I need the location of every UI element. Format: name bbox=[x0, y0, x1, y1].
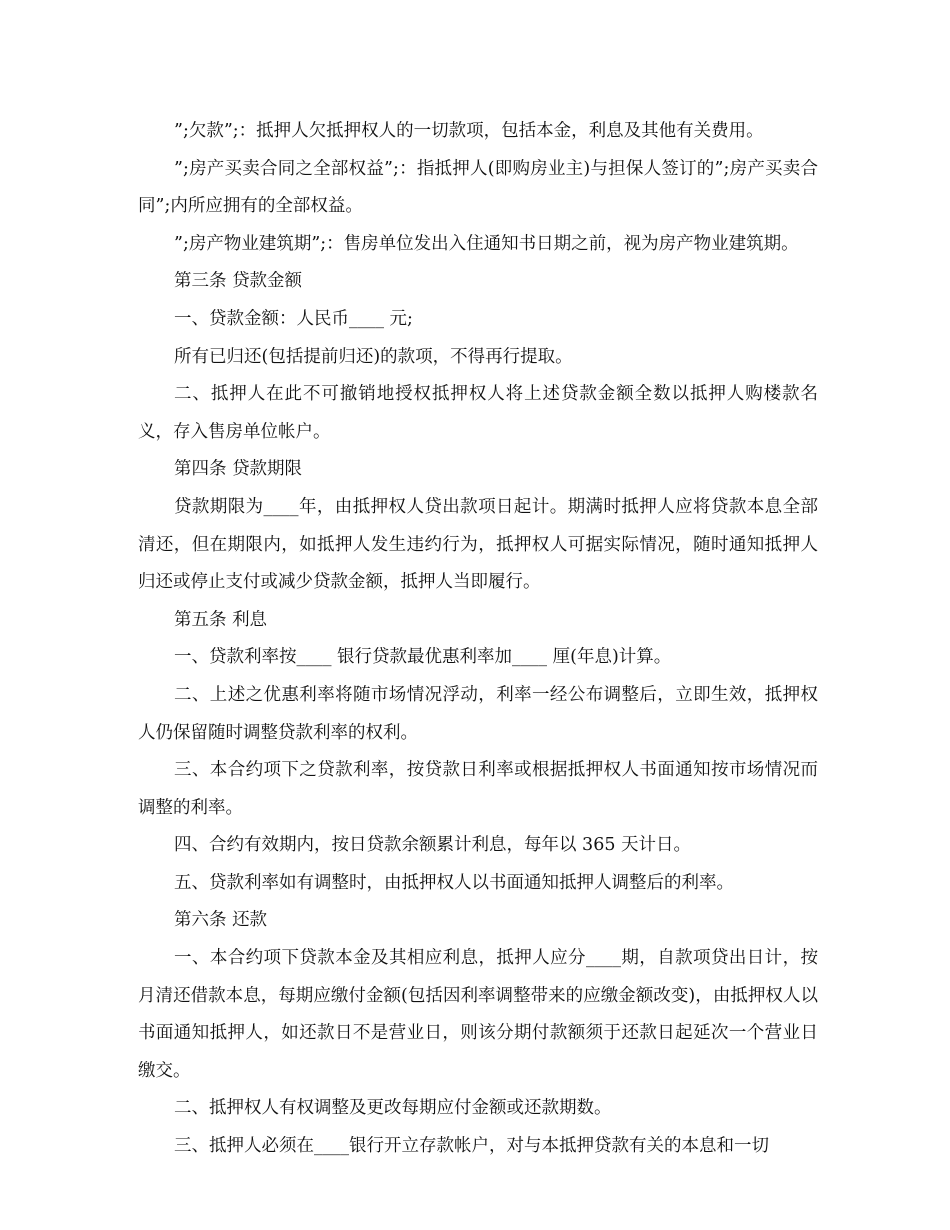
article-3-clause-1: 一、贷款金额：人民币____ 元; bbox=[174, 308, 413, 329]
article-5-clause-2: 二、上述之优惠利率将随市场情况浮动，利率一经公布调整后，立即生效，抵押权人仍保留随时调整贷款利率的权利。 bbox=[138, 684, 818, 743]
article-5-heading: 第五条 利息 bbox=[174, 609, 268, 630]
article-5-clause-3: 三、本合约项下之贷款利率，按贷款日利率或根据抵押权人书面通知按市场情况而调整的利率。 bbox=[138, 760, 818, 818]
article-3-note: 所有已归还(包括提前归还)的款项，不得再行提取。 bbox=[174, 346, 573, 367]
article-6-clause-3: 三、抵押人必须在____银行开立存款帐户，对与本抵押贷款有关的本息和一切 bbox=[174, 1136, 769, 1157]
definition-purchase-contract-rights: ”;房产买卖合同之全部权益”;：指抵押人(即购房业主)与担保人签订的”;房产买卖合同”;内所应拥有的全部权益。 bbox=[138, 158, 818, 217]
article-5-clause-1: 一、贷款利率按____ 银行贷款最优惠利率加____ 厘(年息)计算。 bbox=[174, 647, 672, 668]
article-4-body: 贷款期限为____年，由抵押权人贷出款项日起计。期满时抵押人应将贷款本息全部清还，但在期限内，如抵押人发生违约行为，抵押权人可据实际情况，随时通知抵押人归还或停止支付或减少贷款金额，抵押人当即履行。 bbox=[138, 496, 818, 593]
definition-construction-period: ”;房产物业建筑期”;：售房单位发出入住通知书日期之前，视为房产物业建筑期。 bbox=[174, 233, 799, 254]
article-3-clause-2: 二、抵押人在此不可撤销地授权抵押权人将上述贷款金额全数以抵押人购楼款名义，存入售房单位帐户。 bbox=[138, 384, 818, 442]
article-3-heading: 第三条 贷款金额 bbox=[174, 271, 303, 292]
article-4-heading: 第四条 贷款期限 bbox=[174, 459, 303, 480]
article-5-clause-4: 四、合约有效期内，按日贷款余额累计利息，每年以 365 天计日。 bbox=[174, 835, 692, 856]
article-6-clause-1: 一、本合约项下贷款本金及其相应利息，抵押人应分____期，自款项贷出日计，按月清还借款本息，每期应缴付金额(包括因利率调整带来的应缴金额改变)，由抵押权人以书面通知抵押人，如还款日不是营业日，则该分期付款额须于还款日起延次一个营业日缴交。 bbox=[138, 948, 818, 1081]
article-6-clause-2: 二、抵押权人有权调整及更改每期应付金额或还款期数。 bbox=[174, 1098, 612, 1119]
article-5-clause-5: 五、贷款利率如有调整时，由抵押权人以书面通知抵押人调整后的利率。 bbox=[174, 872, 734, 893]
document-body bbox=[138, 113, 818, 1166]
article-6-heading: 第六条 还款 bbox=[174, 910, 268, 931]
definition-arrears: ”;欠款”;：抵押人欠抵押权人的一切款项，包括本金，利息及其他有关费用。 bbox=[174, 121, 764, 141]
